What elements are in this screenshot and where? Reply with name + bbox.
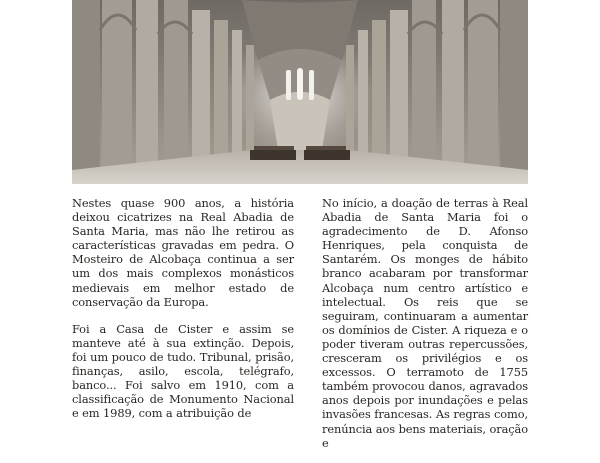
left-paragraph-1: Nestes quase 900 anos, a história deixou cicatrizes na Real Abadia de Santa Maria, mas não lhe retirou as características gravadas em pedra. O Mosteiro de Alcobaça continua a ser um dos mais complexos monásticos medievais em melhor estado de conservação da Europa. — [72, 196, 294, 309]
left-column — [72, 196, 294, 433]
church-nave-photo — [72, 0, 528, 184]
right-paragraph-1: No início, a doação de terras à Real Abadia de Santa Maria foi o agradecimento de D. Afonso Henriques, pela conquista de Santarém. Os monges de hábito branco acabaram por transformar Alcobaça num centro artístico e intelectual. Os reis que se seguiram, continuaram a aumentar os domínios de Cister. A riqueza e o poder tiveram outras repercussões, cresceram os privilégios e os excessos. O terramoto de 1755 também provocou danos, agravados anos depois por inundações e pelas invasões francesas. As regras como, renúncia aos bens materiais, oração e — [322, 196, 528, 450]
left-paragraph-2: Foi a Casa de Cister e assim se manteve até à sua extinção. Depois, foi um pouco de tudo. Tribunal, prisão, finanças, asilo, escola, telégrafo, banco... Foi salvo em 1910, com a classificação de Monumento Nacional e em 1989, com a atribuição de — [72, 321, 294, 421]
right-column — [322, 196, 528, 463]
